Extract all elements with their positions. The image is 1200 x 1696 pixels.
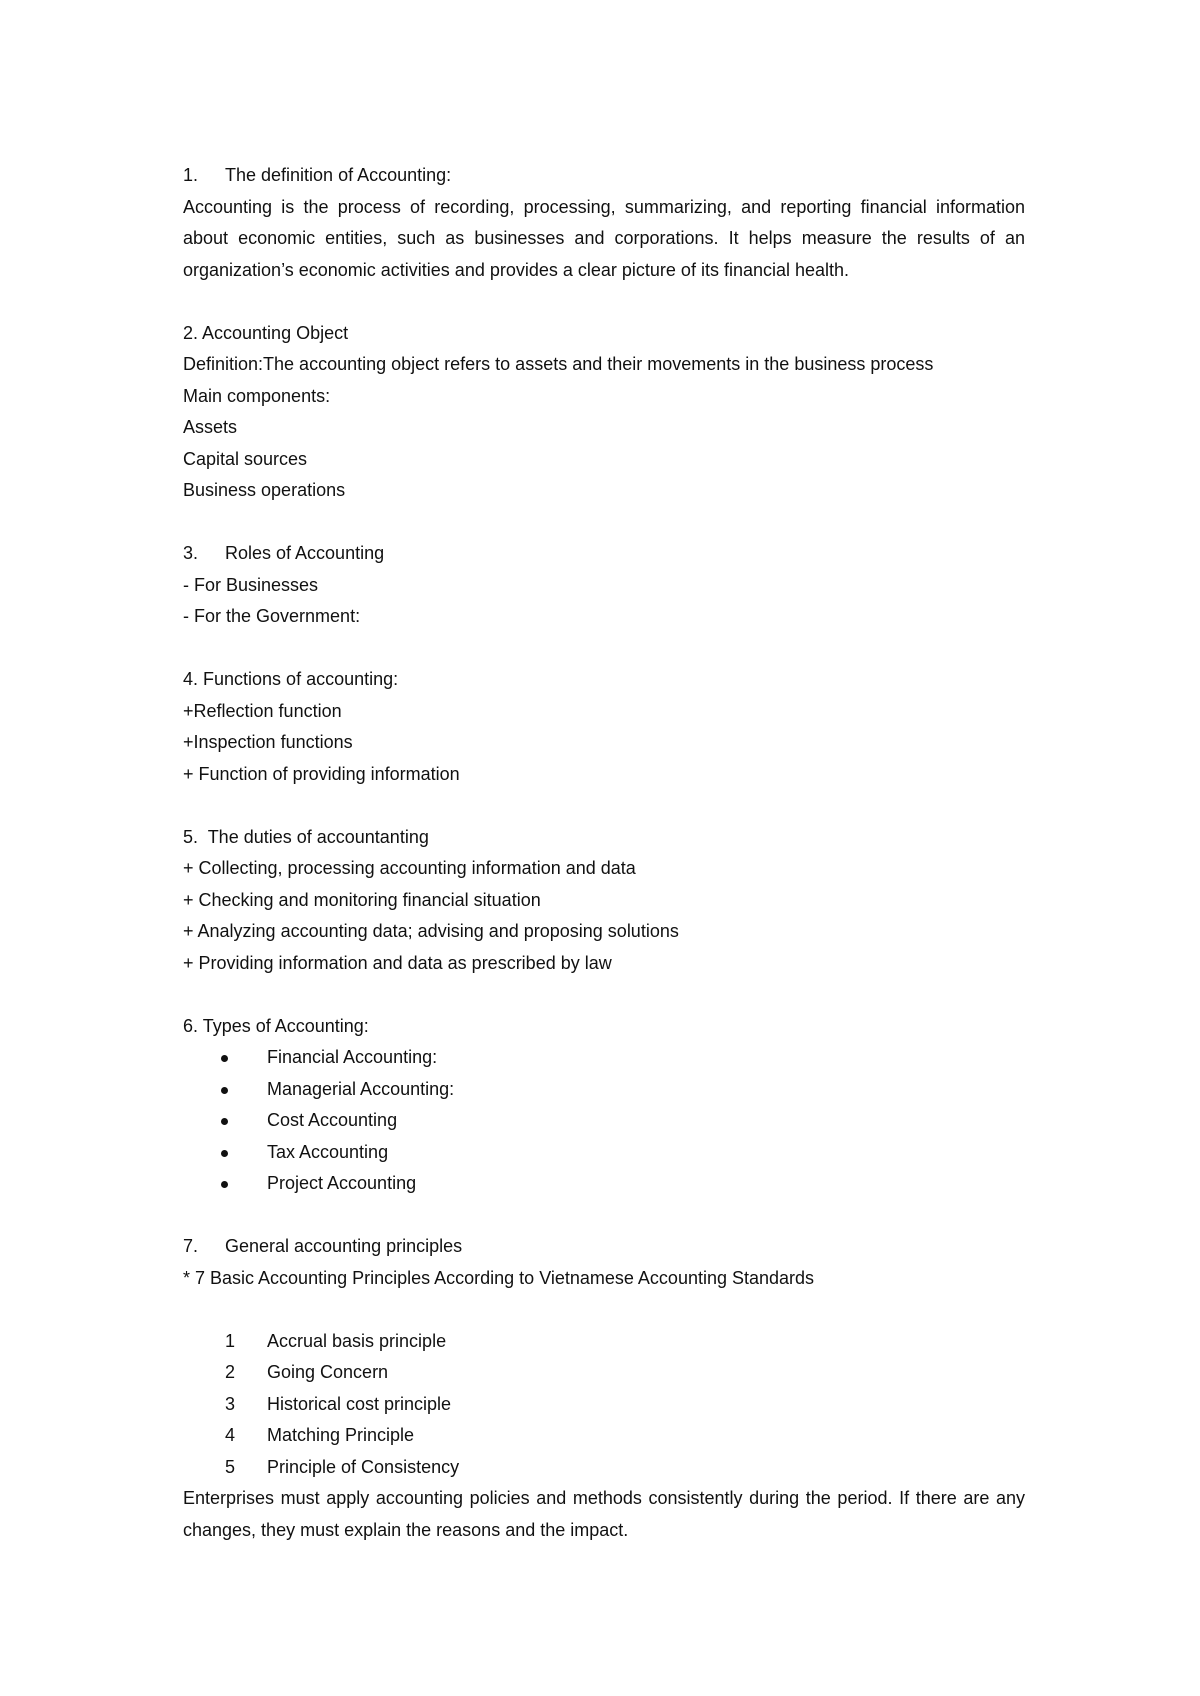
section-1-title: The definition of Accounting: — [225, 165, 452, 185]
bullet-icon — [221, 1055, 228, 1062]
section-1-paragraph-line: results of an organization’s economic activities and provides a clear picture of its financial health. — [183, 228, 1025, 280]
bullet-icon — [221, 1087, 228, 1094]
closing-paragraph-line: are any changes, they must explain the reasons and the impact. — [183, 1488, 1025, 1540]
principle-item — [183, 1452, 1025, 1484]
spacer — [183, 507, 1025, 539]
accounting-type-label: Managerial Accounting: — [267, 1078, 455, 1099]
section-7-closing-paragraph — [183, 1483, 1025, 1546]
section-2-heading: 2. Accounting Object — [183, 322, 349, 343]
accounting-type-label: Financial Accounting: — [267, 1047, 438, 1067]
bullet-icon — [221, 1181, 228, 1188]
accounting-type-item — [183, 1074, 1025, 1106]
role-item: - For the Government: — [183, 606, 361, 626]
section-5-heading: 5. The duties of accountanting — [183, 826, 429, 847]
bullet-icon — [221, 1118, 228, 1125]
accounting-type-item — [183, 1137, 1025, 1169]
principle-item — [183, 1357, 1025, 1389]
section-3-number: 3. — [183, 543, 199, 563]
principle-number: 3 — [225, 1393, 236, 1414]
section-2-definition: Definition:The accounting object refers to assets and their movements in the business process — [183, 354, 934, 374]
accounting-type-label: Cost Accounting — [267, 1110, 398, 1130]
section-7-title: General accounting principles — [225, 1236, 463, 1256]
principle-number: 2 — [225, 1362, 236, 1382]
role-item: - For Businesses — [183, 574, 319, 595]
principle-label: Matching Principle — [267, 1425, 415, 1445]
section-1-paragraph — [183, 192, 1025, 287]
component-item: Assets — [183, 417, 238, 437]
duty-item: + Collecting, processing accounting information and data — [183, 858, 636, 878]
document-page — [183, 160, 1025, 1546]
component-item: Capital sources — [183, 448, 308, 469]
section-1-paragraph-line: Accounting is the process of recording, processing, summarizing, and reporting financial — [183, 196, 927, 217]
section-7-number: 7. — [183, 1236, 199, 1256]
section-3-title: Roles of Accounting — [225, 543, 385, 563]
section-4-heading: 4. Functions of accounting: — [183, 669, 399, 689]
duty-item: + Providing information and data as prescribed by law — [183, 952, 612, 973]
function-item: +Inspection functions — [183, 732, 353, 752]
spacer — [183, 1294, 1025, 1326]
closing-paragraph-line: Enterprises must apply accounting policies and methods consistently during the period. If there — [183, 1488, 957, 1508]
principle-number: 5 — [225, 1456, 236, 1477]
duty-item: + Checking and monitoring financial situation — [183, 889, 541, 910]
principle-item — [183, 1389, 1025, 1421]
spacer — [183, 286, 1025, 318]
accounting-type-label: Project Accounting — [267, 1173, 417, 1193]
section-2-components-label: Main components: — [183, 385, 331, 406]
principle-item — [183, 1420, 1025, 1452]
principle-label: Historical cost principle — [267, 1393, 452, 1414]
principle-number: 4 — [225, 1425, 236, 1445]
principle-label: Accrual basis principle — [267, 1330, 447, 1351]
spacer — [183, 633, 1025, 665]
spacer — [183, 979, 1025, 1011]
spacer — [183, 790, 1025, 822]
function-item: +Reflection function — [183, 700, 342, 721]
section-6-heading: 6. Types of Accounting: — [183, 1015, 369, 1036]
accounting-type-label: Tax Accounting — [267, 1141, 389, 1162]
section-7-subtitle: * 7 Basic Accounting Principles According to Vietnamese Accounting Standards — [183, 1267, 815, 1288]
bullet-icon — [221, 1150, 228, 1157]
section-1-heading — [183, 160, 1025, 192]
duty-item: + Analyzing accounting data; advising and proposing solutions — [183, 921, 679, 941]
section-1-paragraph-line: information about economic entities, such as businesses and corporations. It helps measure the — [183, 196, 1025, 248]
spacer — [183, 1200, 1025, 1232]
section-7-heading — [183, 1231, 1025, 1263]
section-1-number: 1. — [183, 165, 199, 185]
principle-label: Going Concern — [267, 1362, 389, 1382]
principle-number: 1 — [225, 1330, 236, 1351]
accounting-type-item — [183, 1168, 1025, 1200]
principle-item — [183, 1326, 1025, 1358]
accounting-type-item — [183, 1042, 1025, 1074]
function-item: + Function of providing information — [183, 763, 460, 784]
accounting-type-item — [183, 1105, 1025, 1137]
section-3-heading — [183, 538, 1025, 570]
principle-label: Principle of Consistency — [267, 1456, 460, 1477]
component-item: Business operations — [183, 480, 346, 500]
